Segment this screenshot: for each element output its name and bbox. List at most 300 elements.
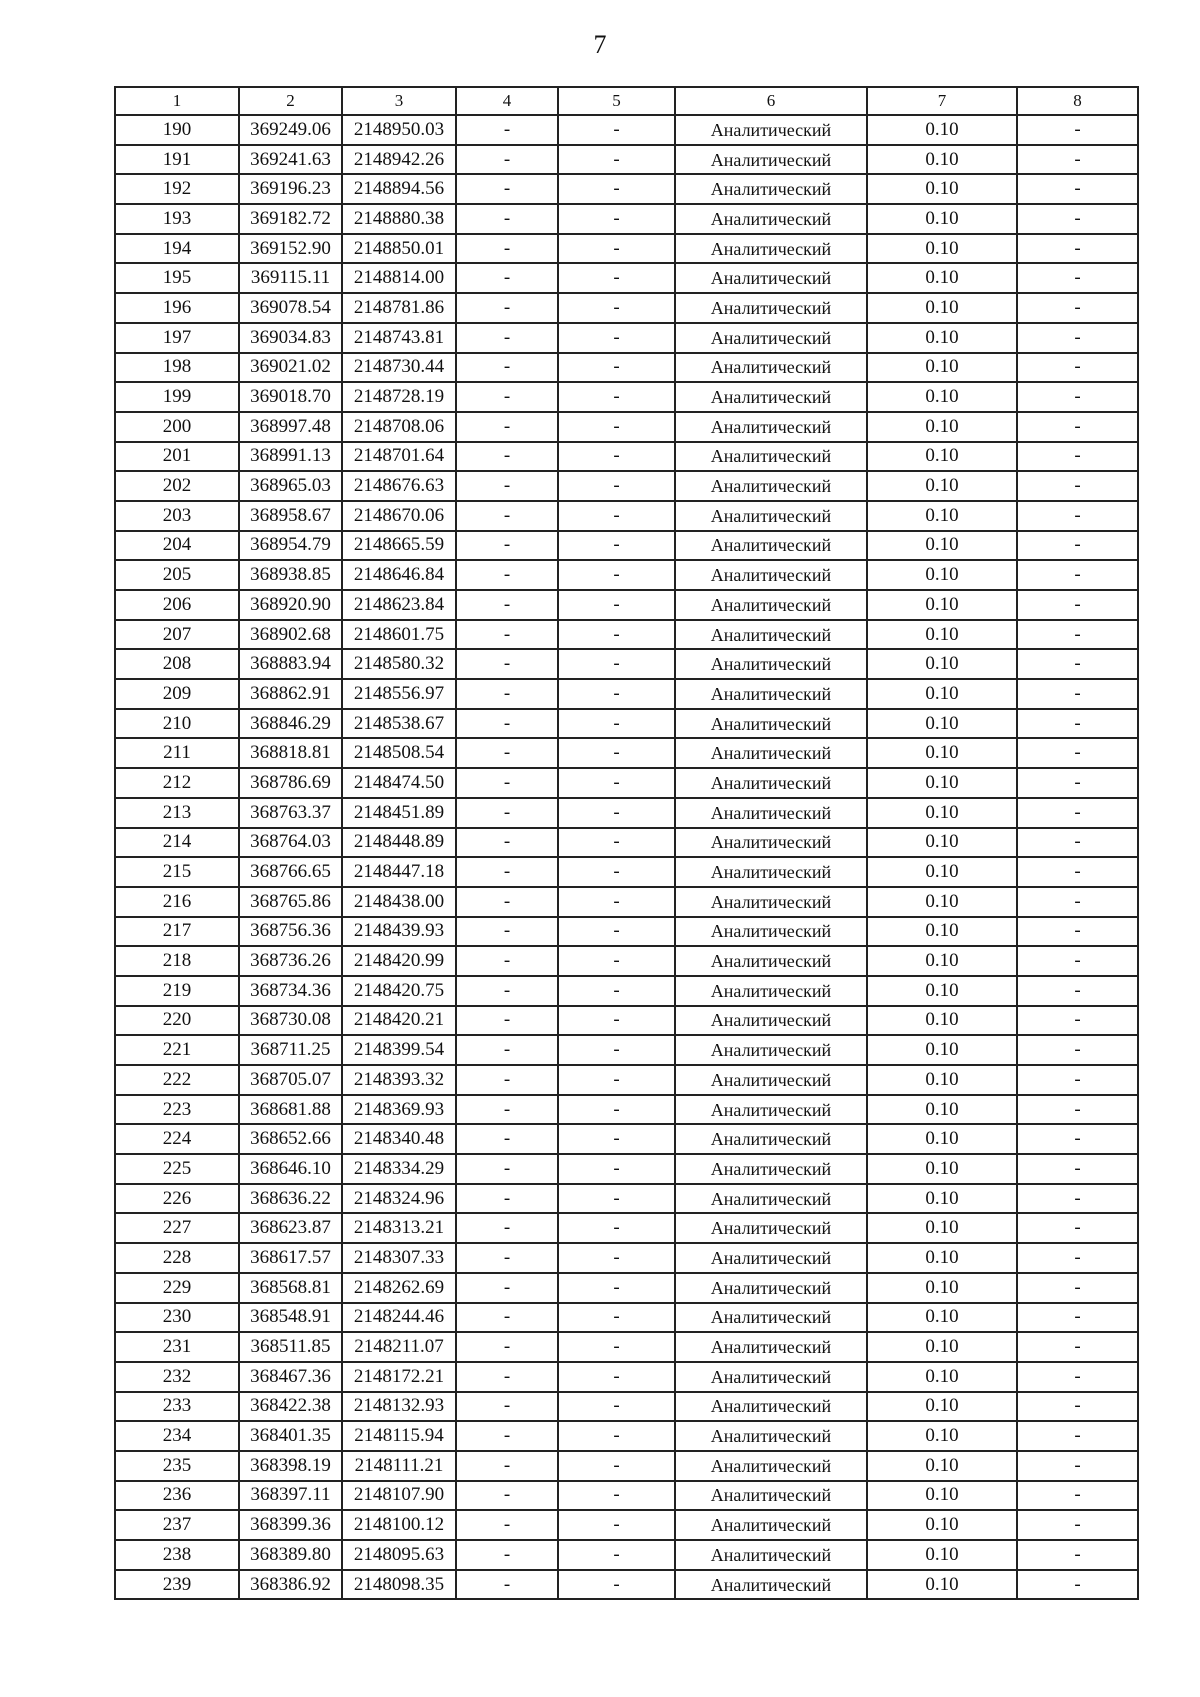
table-row: [115, 1154, 1138, 1184]
point-number-cell: 235: [115, 1451, 239, 1481]
page-number: 7: [593, 30, 607, 59]
y-coordinate-cell: 2148313.21: [342, 1213, 456, 1243]
method-cell: Аналитический: [675, 353, 867, 383]
x-coordinate-cell: 368734.36: [239, 976, 342, 1006]
x-coordinate-cell: 368646.10: [239, 1154, 342, 1184]
table-row: [115, 115, 1138, 145]
accuracy-cell: 0.10: [867, 1540, 1017, 1570]
method-cell: Аналитический: [675, 1065, 867, 1095]
col8-cell: -: [1017, 1510, 1138, 1540]
x-coordinate-cell: 369018.70: [239, 382, 342, 412]
col4-cell: -: [456, 234, 558, 264]
col8-cell: -: [1017, 204, 1138, 234]
accuracy-cell: 0.10: [867, 145, 1017, 175]
point-number-cell: 225: [115, 1154, 239, 1184]
col8-cell: -: [1017, 1124, 1138, 1154]
col4-cell: -: [456, 768, 558, 798]
table-row: [115, 501, 1138, 531]
x-coordinate-cell: 368422.38: [239, 1392, 342, 1422]
accuracy-cell: 0.10: [867, 768, 1017, 798]
col4-cell: -: [456, 946, 558, 976]
col8-cell: -: [1017, 1243, 1138, 1273]
accuracy-cell: 0.10: [867, 204, 1017, 234]
y-coordinate-cell: 2148334.29: [342, 1154, 456, 1184]
x-coordinate-cell: 368398.19: [239, 1451, 342, 1481]
method-cell: Аналитический: [675, 1006, 867, 1036]
col8-cell: -: [1017, 293, 1138, 323]
col5-cell: -: [558, 1362, 675, 1392]
col4-cell: -: [456, 204, 558, 234]
y-coordinate-cell: 2148646.84: [342, 560, 456, 590]
col8-cell: -: [1017, 1332, 1138, 1362]
col4-cell: -: [456, 738, 558, 768]
point-number-cell: 223: [115, 1095, 239, 1125]
table-row: [115, 1421, 1138, 1451]
y-coordinate-cell: 2148399.54: [342, 1035, 456, 1065]
method-cell: Аналитический: [675, 828, 867, 858]
col4-cell: -: [456, 857, 558, 887]
accuracy-cell: 0.10: [867, 560, 1017, 590]
col5-cell: -: [558, 1273, 675, 1303]
table-row: [115, 174, 1138, 204]
col8-cell: -: [1017, 738, 1138, 768]
table-row: [115, 1570, 1138, 1600]
x-coordinate-cell: 368763.37: [239, 798, 342, 828]
point-number-cell: 237: [115, 1510, 239, 1540]
col5-cell: -: [558, 1006, 675, 1036]
col4-cell: -: [456, 887, 558, 917]
table-body: [115, 115, 1138, 1599]
table-row: [115, 1065, 1138, 1095]
x-coordinate-cell: 368938.85: [239, 560, 342, 590]
table-row: [115, 560, 1138, 590]
accuracy-cell: 0.10: [867, 263, 1017, 293]
method-cell: Аналитический: [675, 887, 867, 917]
x-coordinate-cell: 368711.25: [239, 1035, 342, 1065]
table-row: [115, 1362, 1138, 1392]
col8-cell: -: [1017, 1481, 1138, 1511]
accuracy-cell: 0.10: [867, 323, 1017, 353]
col5-cell: -: [558, 382, 675, 412]
accuracy-cell: 0.10: [867, 1303, 1017, 1333]
y-coordinate-cell: 2148115.94: [342, 1421, 456, 1451]
col4-cell: -: [456, 1332, 558, 1362]
col4-cell: -: [456, 620, 558, 650]
y-coordinate-cell: 2148132.93: [342, 1392, 456, 1422]
point-number-cell: 236: [115, 1481, 239, 1511]
column-header: 7: [867, 87, 1017, 115]
accuracy-cell: 0.10: [867, 1035, 1017, 1065]
x-coordinate-cell: 368965.03: [239, 471, 342, 501]
y-coordinate-cell: 2148095.63: [342, 1540, 456, 1570]
col4-cell: -: [456, 649, 558, 679]
col5-cell: -: [558, 1421, 675, 1451]
method-cell: Аналитический: [675, 263, 867, 293]
col5-cell: -: [558, 1332, 675, 1362]
y-coordinate-cell: 2148420.99: [342, 946, 456, 976]
y-coordinate-cell: 2148451.89: [342, 798, 456, 828]
table-row: [115, 145, 1138, 175]
y-coordinate-cell: 2148580.32: [342, 649, 456, 679]
accuracy-cell: 0.10: [867, 649, 1017, 679]
col5-cell: -: [558, 442, 675, 472]
col8-cell: -: [1017, 1451, 1138, 1481]
col8-cell: -: [1017, 382, 1138, 412]
accuracy-cell: 0.10: [867, 857, 1017, 887]
method-cell: Аналитический: [675, 1124, 867, 1154]
y-coordinate-cell: 2148420.21: [342, 1006, 456, 1036]
col5-cell: -: [558, 649, 675, 679]
col8-cell: -: [1017, 1362, 1138, 1392]
table-row: [115, 1481, 1138, 1511]
x-coordinate-cell: 369241.63: [239, 145, 342, 175]
method-cell: Аналитический: [675, 1421, 867, 1451]
col4-cell: -: [456, 1273, 558, 1303]
method-cell: Аналитический: [675, 946, 867, 976]
method-cell: Аналитический: [675, 442, 867, 472]
method-cell: Аналитический: [675, 1213, 867, 1243]
point-number-cell: 220: [115, 1006, 239, 1036]
x-coordinate-cell: 368902.68: [239, 620, 342, 650]
x-coordinate-cell: 368617.57: [239, 1243, 342, 1273]
col8-cell: -: [1017, 560, 1138, 590]
method-cell: Аналитический: [675, 471, 867, 501]
table-row: [115, 471, 1138, 501]
point-number-cell: 234: [115, 1421, 239, 1451]
col5-cell: -: [558, 412, 675, 442]
point-number-cell: 216: [115, 887, 239, 917]
col5-cell: -: [558, 1510, 675, 1540]
col5-cell: -: [558, 1392, 675, 1422]
table-row: [115, 857, 1138, 887]
x-coordinate-cell: 369021.02: [239, 353, 342, 383]
table-row: [115, 263, 1138, 293]
x-coordinate-cell: 368766.65: [239, 857, 342, 887]
y-coordinate-cell: 2148880.38: [342, 204, 456, 234]
table-row: [115, 1451, 1138, 1481]
accuracy-cell: 0.10: [867, 828, 1017, 858]
col4-cell: -: [456, 1303, 558, 1333]
col4-cell: -: [456, 709, 558, 739]
table-row: [115, 946, 1138, 976]
table-row: [115, 204, 1138, 234]
table-row: [115, 442, 1138, 472]
point-number-cell: 217: [115, 917, 239, 947]
col8-cell: -: [1017, 1540, 1138, 1570]
y-coordinate-cell: 2148730.44: [342, 353, 456, 383]
col8-cell: -: [1017, 263, 1138, 293]
method-cell: Аналитический: [675, 234, 867, 264]
col5-cell: -: [558, 1540, 675, 1570]
x-coordinate-cell: 368958.67: [239, 501, 342, 531]
table-row: [115, 1273, 1138, 1303]
accuracy-cell: 0.10: [867, 1154, 1017, 1184]
accuracy-cell: 0.10: [867, 115, 1017, 145]
col8-cell: -: [1017, 709, 1138, 739]
method-cell: Аналитический: [675, 1273, 867, 1303]
x-coordinate-cell: 368705.07: [239, 1065, 342, 1095]
x-coordinate-cell: 368862.91: [239, 679, 342, 709]
point-number-cell: 209: [115, 679, 239, 709]
point-number-cell: 227: [115, 1213, 239, 1243]
col5-cell: -: [558, 145, 675, 175]
col5-cell: -: [558, 293, 675, 323]
y-coordinate-cell: 2148743.81: [342, 323, 456, 353]
col8-cell: -: [1017, 1303, 1138, 1333]
y-coordinate-cell: 2148420.75: [342, 976, 456, 1006]
table-row: [115, 531, 1138, 561]
accuracy-cell: 0.10: [867, 501, 1017, 531]
point-number-cell: 206: [115, 590, 239, 620]
accuracy-cell: 0.10: [867, 738, 1017, 768]
point-number-cell: 207: [115, 620, 239, 650]
col4-cell: -: [456, 1095, 558, 1125]
x-coordinate-cell: 368736.26: [239, 946, 342, 976]
col4-cell: -: [456, 1481, 558, 1511]
point-number-cell: 203: [115, 501, 239, 531]
method-cell: Аналитический: [675, 1540, 867, 1570]
accuracy-cell: 0.10: [867, 1273, 1017, 1303]
x-coordinate-cell: 368786.69: [239, 768, 342, 798]
x-coordinate-cell: 369078.54: [239, 293, 342, 323]
point-number-cell: 232: [115, 1362, 239, 1392]
col8-cell: -: [1017, 1095, 1138, 1125]
col5-cell: -: [558, 679, 675, 709]
point-number-cell: 239: [115, 1570, 239, 1600]
x-coordinate-cell: 368764.03: [239, 828, 342, 858]
x-coordinate-cell: 368756.36: [239, 917, 342, 947]
x-coordinate-cell: 368548.91: [239, 1303, 342, 1333]
method-cell: Аналитический: [675, 1332, 867, 1362]
method-cell: Аналитический: [675, 649, 867, 679]
point-number-cell: 212: [115, 768, 239, 798]
col5-cell: -: [558, 1184, 675, 1214]
y-coordinate-cell: 2148307.33: [342, 1243, 456, 1273]
method-cell: Аналитический: [675, 1481, 867, 1511]
y-coordinate-cell: 2148393.32: [342, 1065, 456, 1095]
accuracy-cell: 0.10: [867, 590, 1017, 620]
point-number-cell: 196: [115, 293, 239, 323]
point-number-cell: 226: [115, 1184, 239, 1214]
x-coordinate-cell: 368920.90: [239, 590, 342, 620]
y-coordinate-cell: 2148670.06: [342, 501, 456, 531]
col5-cell: -: [558, 1481, 675, 1511]
col4-cell: -: [456, 560, 558, 590]
method-cell: Аналитический: [675, 145, 867, 175]
col4-cell: -: [456, 293, 558, 323]
point-number-cell: 200: [115, 412, 239, 442]
point-number-cell: 211: [115, 738, 239, 768]
accuracy-cell: 0.10: [867, 1124, 1017, 1154]
method-cell: Аналитический: [675, 323, 867, 353]
col4-cell: -: [456, 263, 558, 293]
accuracy-cell: 0.10: [867, 709, 1017, 739]
accuracy-cell: 0.10: [867, 976, 1017, 1006]
col8-cell: -: [1017, 1570, 1138, 1600]
col4-cell: -: [456, 1154, 558, 1184]
col4-cell: -: [456, 1213, 558, 1243]
accuracy-cell: 0.10: [867, 1362, 1017, 1392]
point-number-cell: 201: [115, 442, 239, 472]
column-header: 6: [675, 87, 867, 115]
col4-cell: -: [456, 1362, 558, 1392]
table-row: [115, 1006, 1138, 1036]
col8-cell: -: [1017, 857, 1138, 887]
method-cell: Аналитический: [675, 174, 867, 204]
col4-cell: -: [456, 323, 558, 353]
accuracy-cell: 0.10: [867, 1451, 1017, 1481]
accuracy-cell: 0.10: [867, 442, 1017, 472]
point-number-cell: 238: [115, 1540, 239, 1570]
column-header: 5: [558, 87, 675, 115]
y-coordinate-cell: 2148850.01: [342, 234, 456, 264]
table-row: [115, 1332, 1138, 1362]
col4-cell: -: [456, 1540, 558, 1570]
y-coordinate-cell: 2148894.56: [342, 174, 456, 204]
accuracy-cell: 0.10: [867, 887, 1017, 917]
x-coordinate-cell: 368883.94: [239, 649, 342, 679]
method-cell: Аналитический: [675, 293, 867, 323]
point-number-cell: 205: [115, 560, 239, 590]
x-coordinate-cell: 368997.48: [239, 412, 342, 442]
table-row: [115, 1510, 1138, 1540]
table-row: [115, 1035, 1138, 1065]
y-coordinate-cell: 2148262.69: [342, 1273, 456, 1303]
col5-cell: -: [558, 174, 675, 204]
col5-cell: -: [558, 353, 675, 383]
method-cell: Аналитический: [675, 798, 867, 828]
method-cell: Аналитический: [675, 115, 867, 145]
table-row: [115, 353, 1138, 383]
accuracy-cell: 0.10: [867, 946, 1017, 976]
y-coordinate-cell: 2148447.18: [342, 857, 456, 887]
col5-cell: -: [558, 620, 675, 650]
table-row: [115, 1303, 1138, 1333]
col8-cell: -: [1017, 234, 1138, 264]
point-number-cell: 222: [115, 1065, 239, 1095]
point-number-cell: 224: [115, 1124, 239, 1154]
col4-cell: -: [456, 1124, 558, 1154]
method-cell: Аналитический: [675, 412, 867, 442]
accuracy-cell: 0.10: [867, 1213, 1017, 1243]
accuracy-cell: 0.10: [867, 1332, 1017, 1362]
point-number-cell: 214: [115, 828, 239, 858]
accuracy-cell: 0.10: [867, 1481, 1017, 1511]
table-row: [115, 1213, 1138, 1243]
col4-cell: -: [456, 145, 558, 175]
point-number-cell: 199: [115, 382, 239, 412]
col5-cell: -: [558, 917, 675, 947]
y-coordinate-cell: 2148474.50: [342, 768, 456, 798]
col8-cell: -: [1017, 798, 1138, 828]
col4-cell: -: [456, 1035, 558, 1065]
table-row: [115, 293, 1138, 323]
accuracy-cell: 0.10: [867, 1421, 1017, 1451]
col4-cell: -: [456, 590, 558, 620]
method-cell: Аналитический: [675, 620, 867, 650]
y-coordinate-cell: 2148556.97: [342, 679, 456, 709]
col4-cell: -: [456, 1421, 558, 1451]
x-coordinate-cell: 368991.13: [239, 442, 342, 472]
point-number-cell: 191: [115, 145, 239, 175]
col8-cell: -: [1017, 768, 1138, 798]
col5-cell: -: [558, 1124, 675, 1154]
table-row: [115, 768, 1138, 798]
table-row: [115, 1124, 1138, 1154]
point-number-cell: 218: [115, 946, 239, 976]
accuracy-cell: 0.10: [867, 1095, 1017, 1125]
col5-cell: -: [558, 115, 675, 145]
method-cell: Аналитический: [675, 204, 867, 234]
method-cell: Аналитический: [675, 531, 867, 561]
col4-cell: -: [456, 531, 558, 561]
y-coordinate-cell: 2148781.86: [342, 293, 456, 323]
y-coordinate-cell: 2148448.89: [342, 828, 456, 858]
y-coordinate-cell: 2148538.67: [342, 709, 456, 739]
table-row: [115, 234, 1138, 264]
col8-cell: -: [1017, 649, 1138, 679]
x-coordinate-cell: 368846.29: [239, 709, 342, 739]
column-header: 1: [115, 87, 239, 115]
column-header: 4: [456, 87, 558, 115]
col8-cell: -: [1017, 353, 1138, 383]
point-number-cell: 229: [115, 1273, 239, 1303]
y-coordinate-cell: 2148100.12: [342, 1510, 456, 1540]
col5-cell: -: [558, 798, 675, 828]
col4-cell: -: [456, 353, 558, 383]
accuracy-cell: 0.10: [867, 471, 1017, 501]
x-coordinate-cell: 368511.85: [239, 1332, 342, 1362]
col4-cell: -: [456, 679, 558, 709]
col5-cell: -: [558, 531, 675, 561]
point-number-cell: 233: [115, 1392, 239, 1422]
point-number-cell: 210: [115, 709, 239, 739]
col4-cell: -: [456, 442, 558, 472]
col4-cell: -: [456, 412, 558, 442]
method-cell: Аналитический: [675, 1570, 867, 1600]
col8-cell: -: [1017, 887, 1138, 917]
col5-cell: -: [558, 323, 675, 353]
col4-cell: -: [456, 976, 558, 1006]
col8-cell: -: [1017, 620, 1138, 650]
y-coordinate-cell: 2148111.21: [342, 1451, 456, 1481]
table-row: [115, 828, 1138, 858]
x-coordinate-cell: 368399.36: [239, 1510, 342, 1540]
y-coordinate-cell: 2148324.96: [342, 1184, 456, 1214]
accuracy-cell: 0.10: [867, 234, 1017, 264]
col4-cell: -: [456, 471, 558, 501]
y-coordinate-cell: 2148098.35: [342, 1570, 456, 1600]
y-coordinate-cell: 2148950.03: [342, 115, 456, 145]
col4-cell: -: [456, 798, 558, 828]
table-row: [115, 382, 1138, 412]
point-number-cell: 228: [115, 1243, 239, 1273]
col4-cell: -: [456, 1510, 558, 1540]
col8-cell: -: [1017, 1065, 1138, 1095]
x-coordinate-cell: 368386.92: [239, 1570, 342, 1600]
accuracy-cell: 0.10: [867, 1570, 1017, 1600]
table-row: [115, 887, 1138, 917]
x-coordinate-cell: 368636.22: [239, 1184, 342, 1214]
table-row: [115, 412, 1138, 442]
table-row: [115, 1392, 1138, 1422]
point-number-cell: 204: [115, 531, 239, 561]
col8-cell: -: [1017, 115, 1138, 145]
col5-cell: -: [558, 887, 675, 917]
method-cell: Аналитический: [675, 768, 867, 798]
x-coordinate-cell: 369034.83: [239, 323, 342, 353]
table-row: [115, 738, 1138, 768]
